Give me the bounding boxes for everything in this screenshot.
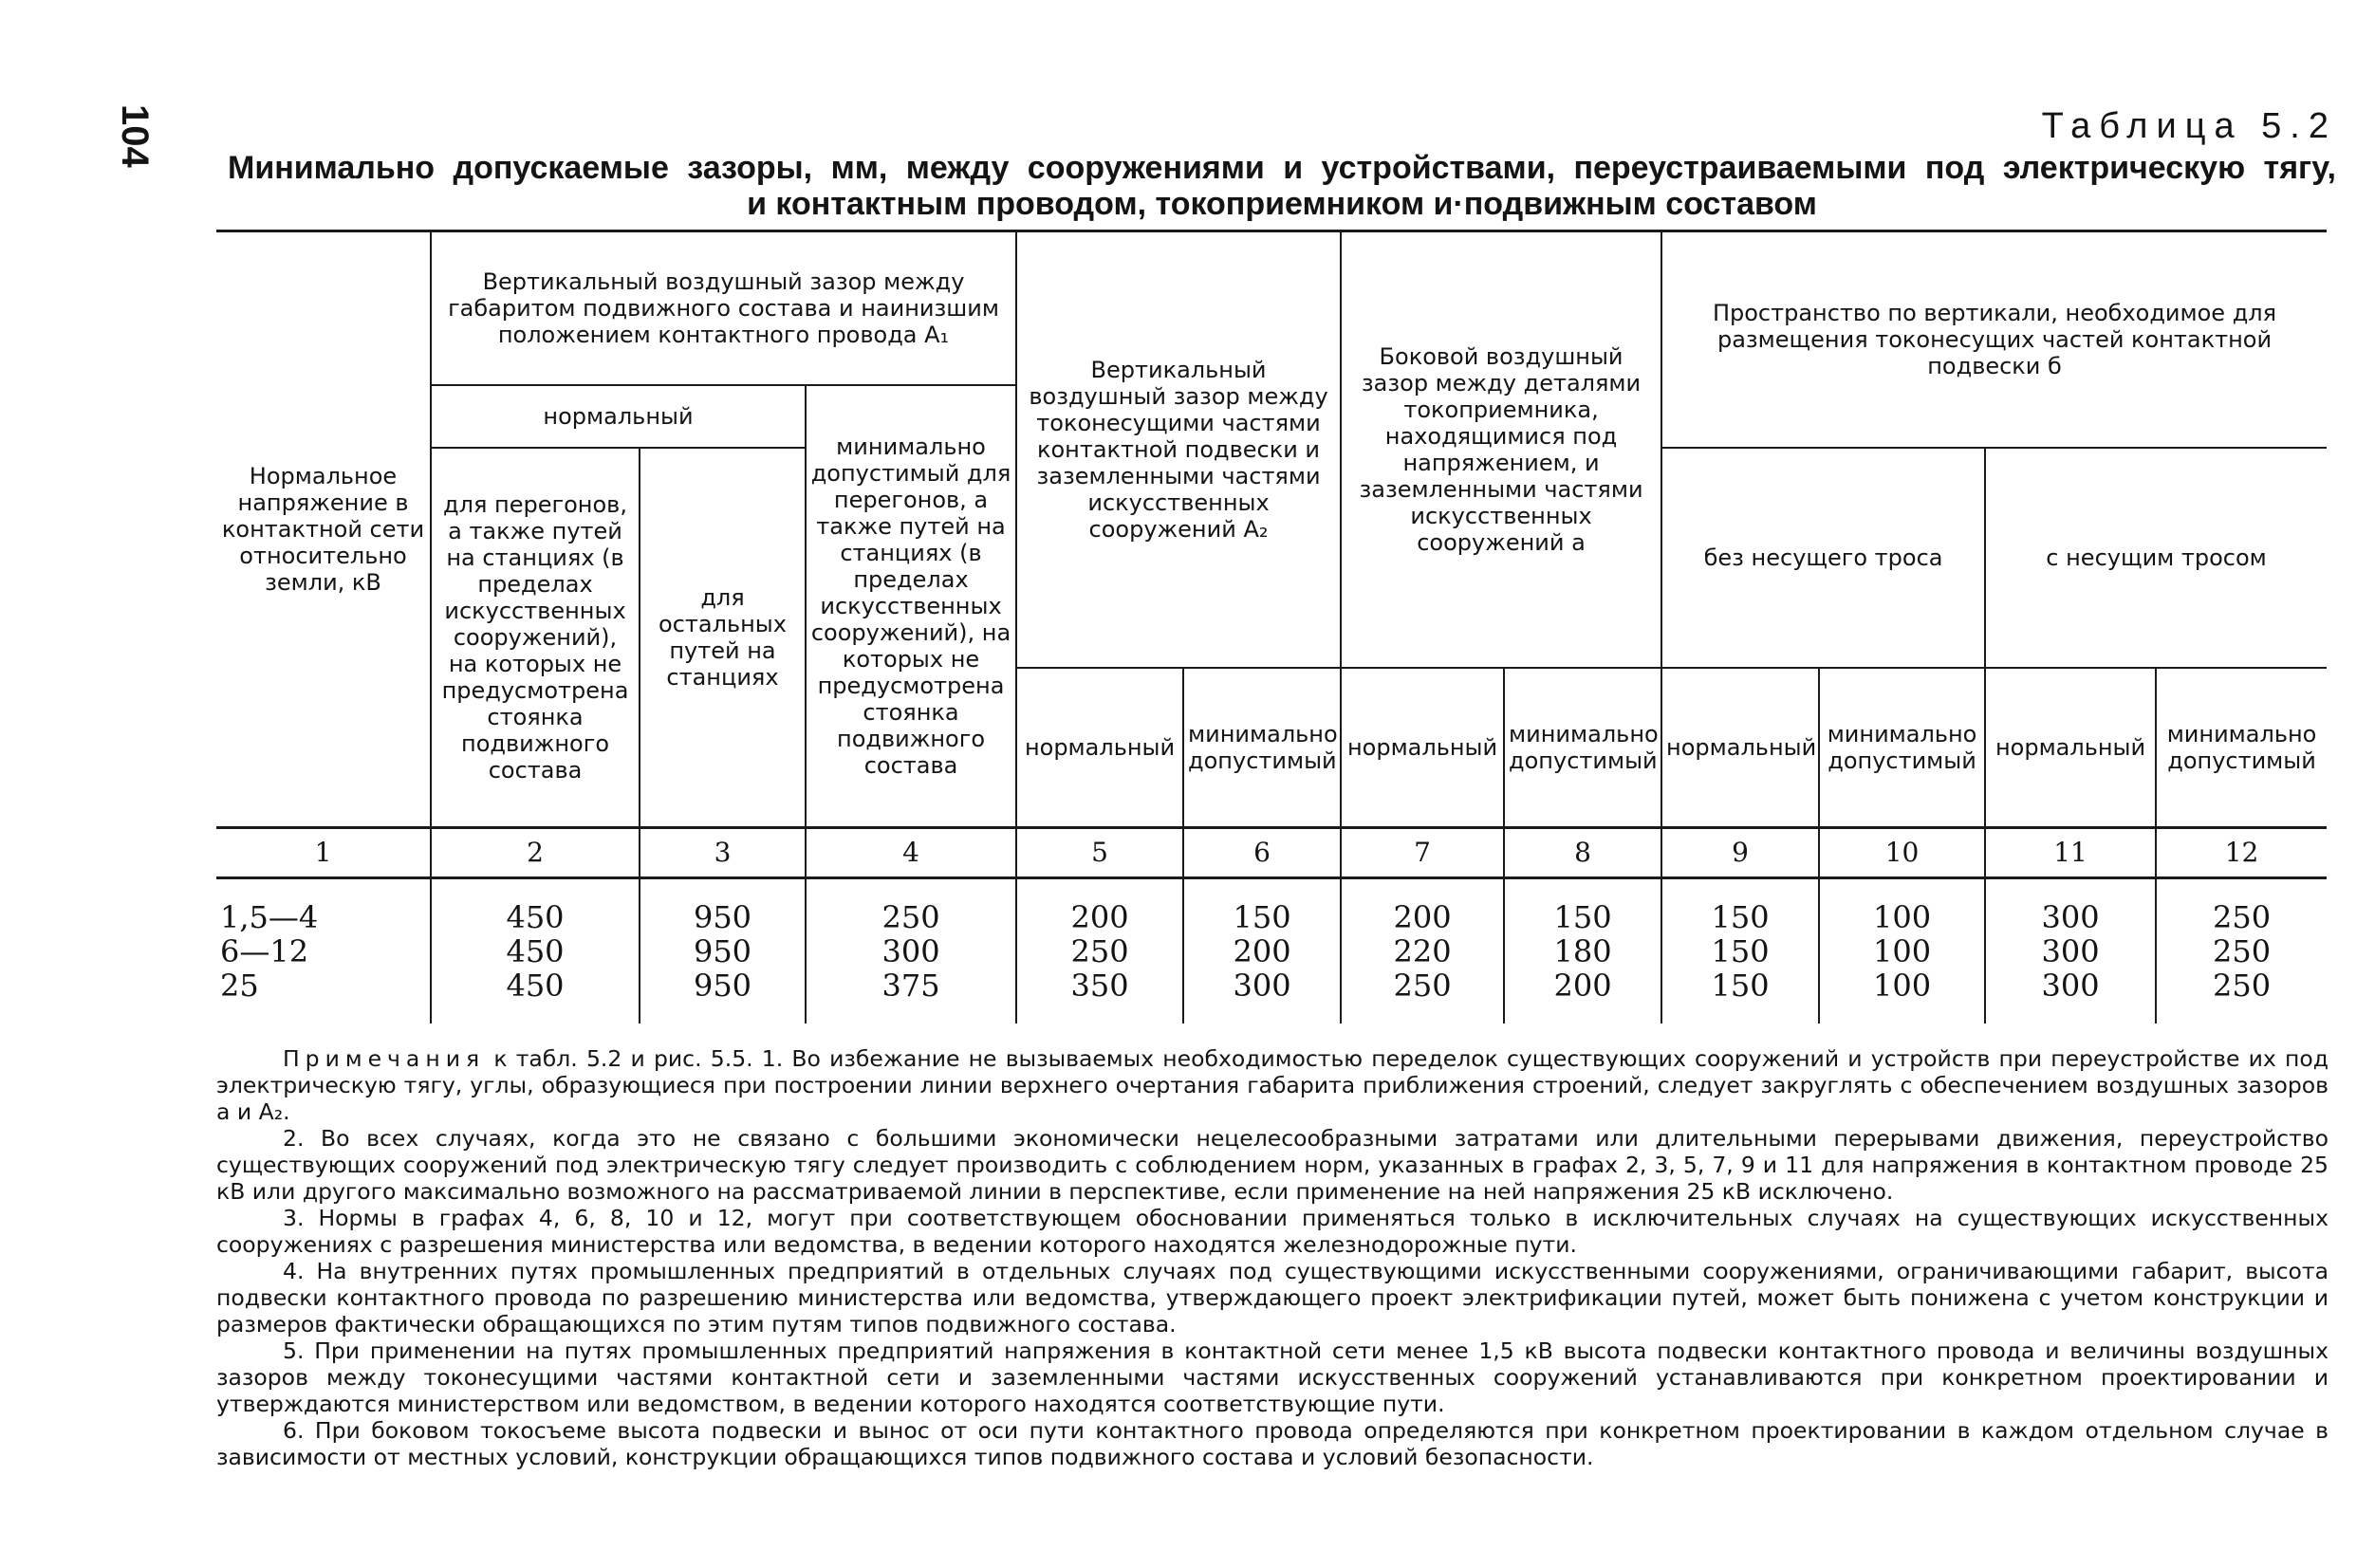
table-body (216, 878, 2327, 1024)
header-vertical-gap-a1: Вертикальный воздушный зазор между габаритом подвижного состава и наинизшим положением контактного провода A₁ (431, 231, 1016, 386)
value-cell: 450 (431, 968, 640, 1024)
header-space-b: Пространство по вертикали, необходимое для размещения токонесущих частей контактной подвески б (1661, 231, 2327, 449)
header-col9: нормальный (1661, 668, 1819, 828)
header-with-cable: с несущим тросом (1985, 448, 2327, 668)
column-number-row (216, 828, 2327, 878)
value-cell: 250 (2156, 968, 2327, 1024)
note-1-text: к табл. 5.2 и рис. 5.5. 1. Во избежание не вызываемых необходимостью переделок существующих сооружений и устройств при переустройстве их под электрическую тягу, углы, образующиеся при построении линии верхнего очертания габарита приближения строений, следует закруглять с обеспечением воздушных зазоров a и A₂. (216, 1045, 2329, 1125)
header-voltage: Нормальное напряжение в контактной сети относительно земли, кВ (216, 231, 431, 828)
header-side-gap-a: Боковой воздушный зазор между деталями токоприемника, находящимися под напряжением, и заземленными частями искусственных сооружений a (1341, 231, 1661, 669)
column-number: 1 (216, 828, 431, 878)
notes (216, 1045, 2329, 1470)
page-number: 104 (114, 104, 156, 168)
header-col7: нормальный (1341, 668, 1504, 828)
clearance-table (216, 230, 2327, 1024)
value-cell: 100 (1819, 878, 1985, 935)
value-cell: 200 (1341, 878, 1504, 935)
note-3: 3. Нормы в графах 4, 6, 8, 10 и 12, могут при соответствующем обосновании применяться только в исключительных случаях на существующих искусственных сооружениях с разрешения министерства или ведомства, в ведении которого находятся железнодорожные пути. (216, 1205, 2329, 1258)
value-cell: 250 (1016, 934, 1183, 968)
value-cell: 150 (1183, 878, 1341, 935)
value-cell: 250 (2156, 934, 2327, 968)
value-cell: 150 (1661, 934, 1819, 968)
title-line-1: Минимально допускаемые зазоры, мм, между сооружениями и устройствами, переустраиваемыми под электрическую тягу, (228, 150, 2336, 186)
value-cell: 450 (431, 934, 640, 968)
header-col5: нормальный (1016, 668, 1183, 828)
table-title (228, 150, 2336, 222)
table-row (216, 968, 2327, 1024)
voltage-cell: 1,5—4 (220, 899, 319, 935)
column-number: 10 (1819, 828, 1985, 878)
title-line-2: и контактным проводом, токоприемником и·подвижным составом (747, 186, 1817, 222)
voltage-cell: 25 (220, 968, 259, 1004)
value-cell: 250 (2156, 878, 2327, 935)
table-row (216, 878, 2327, 935)
value-cell: 200 (1016, 878, 1183, 935)
value-cell: 300 (1183, 968, 1341, 1024)
column-number: 5 (1016, 828, 1183, 878)
header-col12: минимально допустимый (2156, 668, 2327, 828)
header-col6: минимально допустимый (1183, 668, 1341, 828)
note-4: 4. На внутренних путях промышленных предприятий в отдельных случаях под существующими искусственными сооружениями, ограничивающими габарит, высота подвески контактного провода по разрешению министерства или ведомства, утверждающего проект электрификации путей, может быть понижена с учетом конструкции и размеров фактически обращающихся по этим путям типов подвижного состава. (216, 1258, 2329, 1337)
value-cell: 375 (806, 968, 1016, 1024)
column-number: 9 (1661, 828, 1819, 878)
header-col3: для остальных путей на станциях (640, 448, 806, 828)
voltage-cell: 6—12 (220, 933, 309, 969)
note-5: 5. При применении на путях промышленных предприятий напряжения в контактной сети менее 1,5 кВ высота подвески контактного провода и величины воздушных зазоров между токонесущими частями контактной сети и заземленными частями искусственных сооружений устанавливаются при конкретном проектировании и утверждаются министерством или ведомством, в ведении которого находятся соответствующие пути. (216, 1337, 2329, 1417)
value-cell: 150 (1661, 878, 1819, 935)
table-label: Таблица 5.2 (2041, 106, 2337, 146)
column-number: 11 (1985, 828, 2156, 878)
value-cell: 250 (806, 878, 1016, 935)
column-number: 12 (2156, 828, 2327, 878)
value-cell: 150 (1661, 968, 1819, 1024)
header-col2: для перегонов, а также путей на станциях (в пределах искусственных сооружений), на которых не предусмотрена стоянка подвижного состава (431, 448, 640, 828)
value-cell: 200 (1183, 934, 1341, 968)
value-cell: 300 (806, 934, 1016, 968)
column-number: 8 (1504, 828, 1661, 878)
value-cell: 950 (640, 934, 806, 968)
value-cell: 950 (640, 878, 806, 935)
value-cell: 450 (431, 878, 640, 935)
value-cell: 180 (1504, 934, 1661, 968)
header-vertical-gap-a2: Вертикальный воздушный зазор между токонесущими частями контактной подвески и заземленными частями искусственных сооружений A₂ (1016, 231, 1341, 669)
notes-lead: Примечания (283, 1045, 486, 1072)
value-cell: 200 (1504, 968, 1661, 1024)
value-cell: 100 (1819, 934, 1985, 968)
value-cell: 950 (640, 968, 806, 1024)
header-normal: нормальный (431, 385, 806, 448)
note-2: 2. Во всех случаях, когда это не связано с большими экономически нецелесообразными затратами или длительными перерывами движения, переустройство существующих сооружений под электрическую тягу следует производить с соблюдением норм, указанных в графах 2, 3, 5, 7, 9 и 11 для напряжения в контактном проводе 25 кВ или другого максимально возможного на рассматриваемой линии в перспективе, если применение на ней напряжения 25 кВ исключено. (216, 1125, 2329, 1205)
value-cell: 100 (1819, 968, 1985, 1024)
column-number: 7 (1341, 828, 1504, 878)
header-col11: нормальный (1985, 668, 2156, 828)
note-6: 6. При боковом токосъеме высота подвески и вынос от оси пути контактного провода определяются при конкретном проектировании в каждом отдельном случае в зависимости от местных условий, конструкции обращающихся типов подвижного состава и условий безопасности. (216, 1417, 2329, 1470)
header-without-cable: без несущего троса (1661, 448, 1985, 668)
value-cell: 350 (1016, 968, 1183, 1024)
column-number: 4 (806, 828, 1016, 878)
table-row (216, 934, 2327, 968)
value-cell: 300 (1985, 968, 2156, 1024)
note-1 (216, 1045, 2329, 1125)
column-number: 3 (640, 828, 806, 878)
value-cell: 220 (1341, 934, 1504, 968)
header-col4: минимально допустимый для перегонов, а также путей на станциях (в пределах искусственных сооружений), на которых не предусмотрена стоянка подвижного состава (806, 385, 1016, 828)
column-number: 2 (431, 828, 640, 878)
column-number: 6 (1183, 828, 1341, 878)
header-col8: минимально допустимый (1504, 668, 1661, 828)
value-cell: 150 (1504, 878, 1661, 935)
header-col10: минимально допустимый (1819, 668, 1985, 828)
value-cell: 250 (1341, 968, 1504, 1024)
value-cell: 300 (1985, 878, 2156, 935)
value-cell: 300 (1985, 934, 2156, 968)
